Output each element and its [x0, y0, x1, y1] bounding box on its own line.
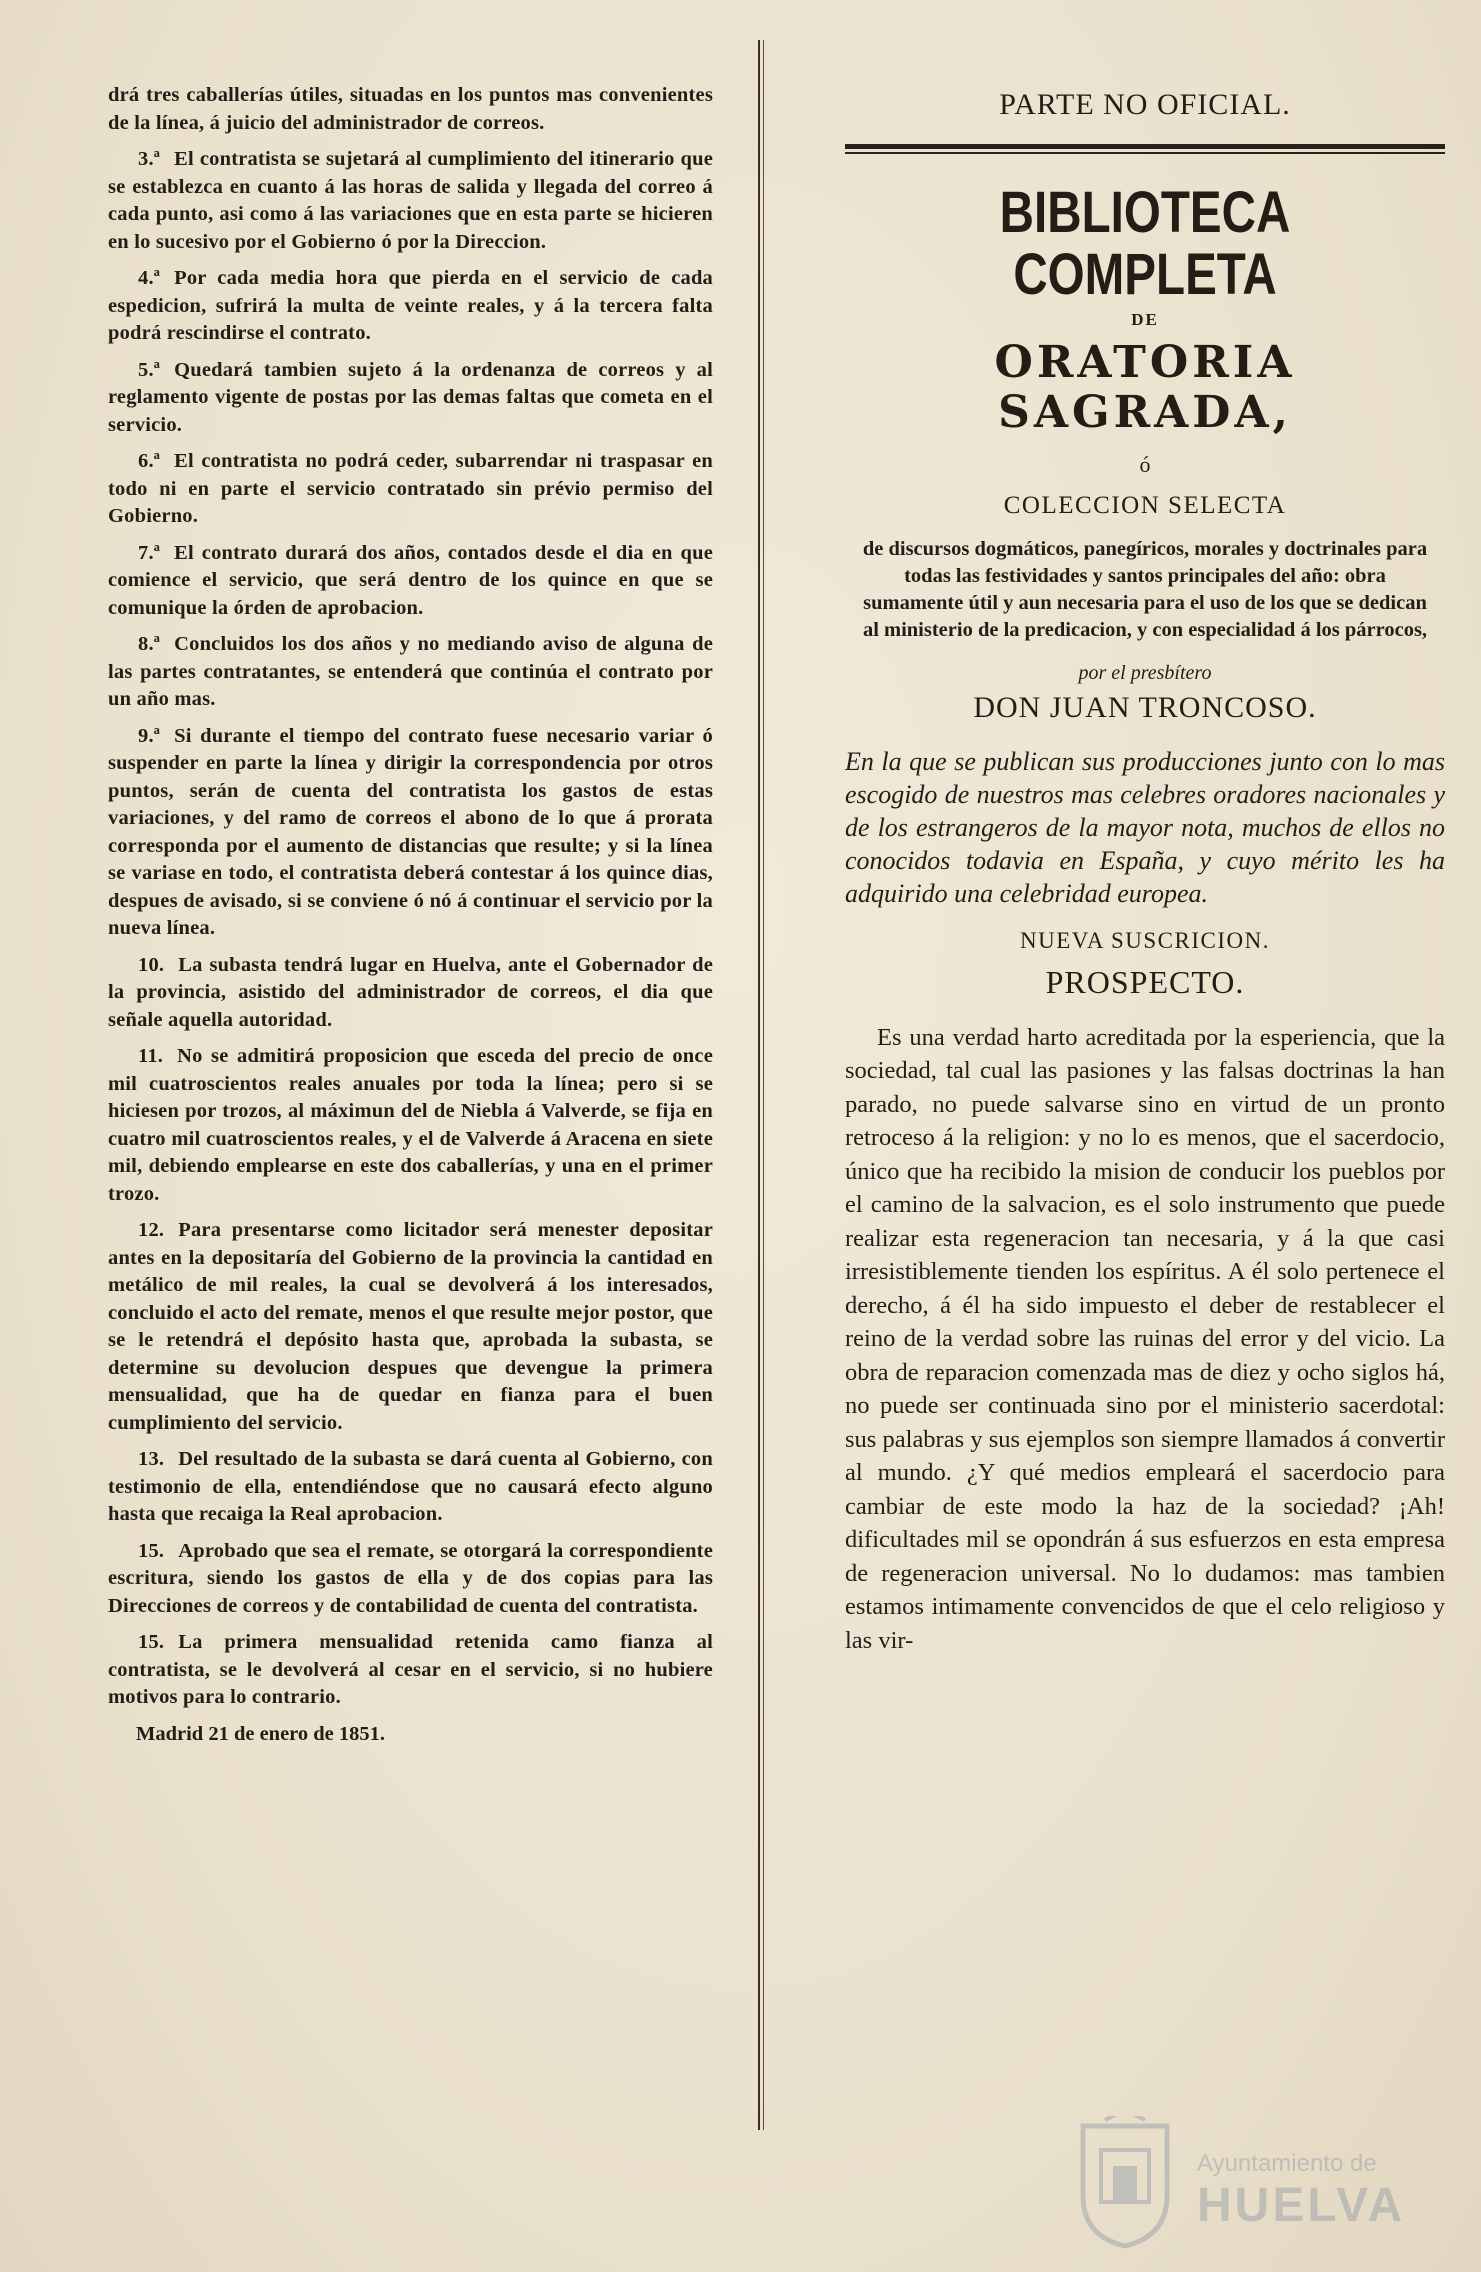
article-number: 15.: [138, 1539, 165, 1562]
article-paragraph: [108, 357, 713, 440]
article-paragraph: [108, 723, 713, 943]
prospecto-body: Es una verdad harto acreditada por la esperiencia, que la sociedad, tal cual las pasiones y las falsas doctrinas la han parado, no puede salvarse sino en virtud de un pronto retroceso á la religion: y no lo es menos, que el sacerdocio, único que ha recibido la mision de conducir los pueblos por el camino de la salvacion, es el solo instrumento que puede realizar esta regeneracion tan necesaria, y á la que casi irresistiblemente tienden los espíritus. A él solo pertenece el derecho, á él ha sido impuesto el deber de restablecer el reino de la verdad sobre las ruinas del error y del vicio. La obra de reparacion comenzada mas de diez y ocho siglos há, no puede ser continuada sino por el ministerio sacerdotal: sus palabras y sus ejemplos son siempre llamados á convertir al mundo. ¿Y qué medios empleará el sacerdocio para cambiar de este modo la haz de la sociedad? ¡Ah! dificultades mil se opondrán á sus esfuerzos en esta empresa de regeneracion universal. No lo dudamos: mas tambien estamos intimamente convencidos de que el celo religioso y las vir-: [845, 1023, 1445, 1654]
de-connector: DE: [1131, 309, 1159, 329]
presbitero-line: por el presbítero: [1078, 661, 1212, 684]
article-text: El contratista se sujetará al cumplimiento del itinerario que se establezca en cuanto á las horas de salida y llegada del correo á cada punto, asi como á las variaciones que en esta parte se hicieren en lo sucesivo por el Gobierno ó por la Direccion.: [108, 148, 713, 253]
article-text: Por cada media hora que pierda en el servicio de cada espedicion, sufrirá la multa de veinte reales, y á la tercera falta podrá rescindirse el contrato.: [108, 267, 713, 344]
article-paragraph: [108, 1446, 713, 1529]
article-text: No se admitirá proposicion que esceda del precio de once mil cuatroscientos reales anuales por toda la línea; pero si se hiciesen por trozos, al máximun del de Niebla á Valverde, se fija en cuatro mil cuatroscientos reales, y el de Valverde á Aracena en siete mil, debiendo emplearse en este dos caballerías, y una en el primer trozo.: [108, 1045, 713, 1205]
coleccion-heading: COLECCION SELECTA: [1003, 491, 1287, 519]
article-number: 10.: [138, 953, 165, 976]
article-paragraph: [108, 1538, 713, 1621]
article-paragraph: [108, 952, 713, 1035]
article-text: La primera mensualidad retenida camo fianza al contratista, se le devolverá al cesar en el servicio, si no hubiere motivos para lo contrario.: [108, 1631, 713, 1708]
article-paragraph: [108, 1217, 713, 1437]
article-paragraph: [108, 631, 713, 714]
article-paragraph: [108, 448, 713, 531]
article-number: 13.: [138, 1448, 165, 1470]
prospecto-heading: PROSPECTO.: [1045, 963, 1245, 1000]
watermark-top-text: Ayuntamiento de: [1197, 2150, 1377, 2177]
column-divider: [758, 40, 760, 2130]
article-paragraph: [108, 265, 713, 348]
article-number: 6.ª: [138, 450, 161, 472]
article-text: El contratista no podrá ceder, subarrendar ni traspasar en todo ni en parte el servicio contratado sin prévio permiso del Gobierno.: [108, 450, 713, 527]
article-text: Si durante el tiempo del contrato fuese necesario variar ó suspender en parte la línea y dirigir la correspondencia por otros puntos, serán de cuenta del contratista los gastos de estas variaciones, y del ramo de correos el abono de lo que á prorata corresponda por el aumento de distancias que resulte; y si la línea se variase en todo, el contratista deberá contestar á los quince dias, despues de avisado, si se conviene ó nó á continuar el servicio por la nueva línea.: [108, 724, 713, 939]
nueva-suscricion: NUEVA SUSCRICION.: [1019, 927, 1270, 953]
description-paragraph: de discursos dogmáticos, panegíricos, morales y doctrinales para todas las festividades y santos principales del año: obra sumamente útil y aun necesaria para el uso de los que se dedican al ministerio de la predicacion, y con especialidad á los párrocos,: [862, 537, 1428, 641]
article-number: 4.ª: [138, 267, 161, 289]
article-text: Para presentarse como licitador será menester depositar antes en la depositaría del Gobierno de la provincia la cantidad en metálico de mil reales, la cual se devolverá á los interesados, concluido el acto del remate, menos el que resulte mejor postor, que se le retendrá el depósito hasta que, aprobada la subasta, se determine su devolucion despues que devengue la primera mensualidad, que ha de quedar en fianza para el buen cumplimiento del servicio.: [108, 1219, 713, 1434]
right-column: [845, 88, 1445, 2108]
article-text: Del resultado de la subasta se dará cuenta al Gobierno, con testimonio de ella, entendiéndose que no causará efecto alguno hasta que recaiga la Real aprobacion.: [108, 1448, 713, 1525]
gothic-title: ORATORIA SAGRADA,: [994, 336, 1296, 438]
article-number: 3.ª: [138, 148, 161, 170]
article-text: Quedará tambien sujeto á la ordenanza de correos y al reglamento vigente de postas por las demas faltas que cometa en el servicio.: [108, 358, 713, 436]
article-number: 12.: [138, 1219, 165, 1241]
article-text: Aprobado que sea el remate, se otorgará la correspondiente escritura, siendo los gastos de ella y de dos copias para las Direcciones de correos y de contabilidad de cuenta del contratista.: [108, 1539, 713, 1617]
article-paragraph: [108, 82, 713, 137]
article-paragraph: [108, 1043, 713, 1208]
article-number: 7.ª: [138, 541, 161, 564]
article-paragraph: [108, 1629, 713, 1712]
article-number: 11.: [138, 1045, 164, 1067]
left-column: [108, 82, 713, 2082]
signature-date: Madrid 21 de enero de 1851.: [136, 1722, 386, 1745]
main-title: BIBLIOTECA COMPLETA: [999, 179, 1291, 307]
article-text: El contrato durará dos años, contados desde el dia en que comience el servicio, que será dentro de los quince en que se comunique la órden de aprobacion.: [108, 541, 713, 619]
title-rule: [845, 144, 1445, 154]
article-number: 5.ª: [138, 358, 161, 381]
o-connector: ó: [1139, 451, 1151, 477]
shield-icon: [1075, 2116, 1175, 2250]
article-text: Concluidos los dos años y no mediando aviso de alguna de las partes contratantes, se entenderá que continúa el contrato por un año mas.: [108, 633, 713, 710]
article-text: La subasta tendrá lugar en Huelva, ante el Gobernador de la provincia, asistido del administrador de correos, el dia que señale aquella autoridad.: [108, 953, 713, 1031]
article-number: 9.ª: [138, 724, 161, 747]
section-title: PARTE NO OFICIAL.: [999, 88, 1291, 121]
archive-watermark: [1075, 2110, 1405, 2260]
article-text: drá tres caballerías útiles, situadas en los puntos mas convenientes de la línea, á juicio del administrador de correos.: [108, 84, 713, 134]
article-paragraph: [108, 146, 713, 256]
column-divider-thin: [763, 40, 764, 2130]
italic-paragraph: En la que se publican sus producciones junto con lo mas escogido de nuestros mas celebres oradores nacionales y de los estrangeros de la mayor nota, muchos de ellos no conocidos todavia en España, y cuyo mérito les ha adquirido una celebridad europea.: [845, 746, 1445, 908]
article-number: 15.: [138, 1631, 165, 1653]
watermark-big-text: HUELVA: [1197, 2179, 1406, 2232]
article-paragraph: [108, 540, 713, 623]
article-number: 8.ª: [138, 633, 161, 655]
author-name: DON JUAN TRONCOSO.: [973, 690, 1317, 724]
